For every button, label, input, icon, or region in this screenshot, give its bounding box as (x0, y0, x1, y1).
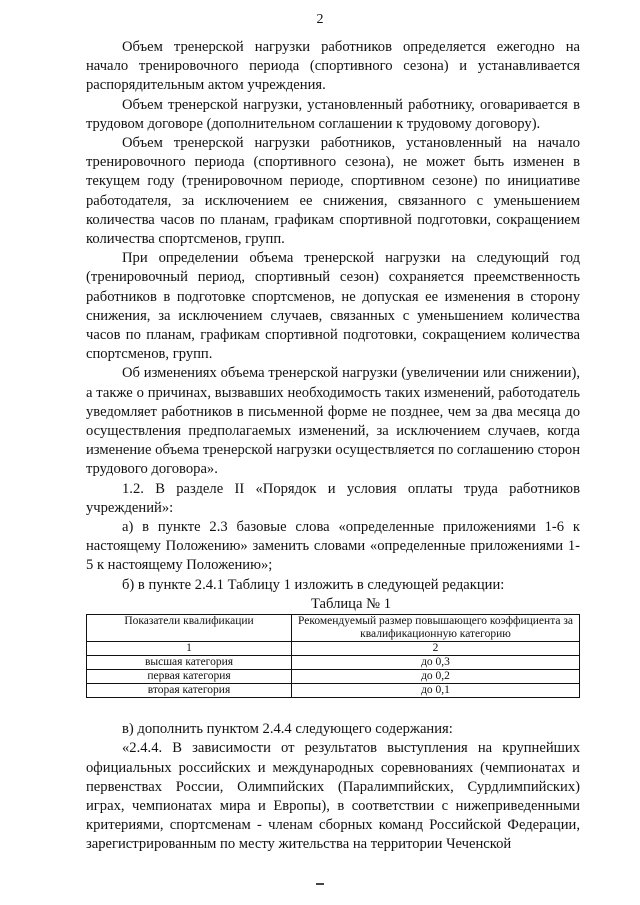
paragraph: 1.2. В разделе II «Порядок и условия оплаты труда работников учреждений»: (86, 480, 580, 516)
paragraph: а) в пункте 2.3 базовые слова «определенные приложениями 1-6 к настоящему Положению» заменить словами «определенные приложениями 1-5 к настоящему Положению»; (86, 519, 580, 574)
paragraph: Объем тренерской нагрузки работников определяется ежегодно на начало тренировочного периода (спортивного сезона) и устанавливается распорядительным актом учреждения. (86, 39, 580, 94)
table-cell: высшая категория (87, 656, 292, 670)
table-cell: вторая категория (87, 684, 292, 698)
table-cell: первая категория (87, 670, 292, 684)
paragraph: Об изменениях объема тренерской нагрузки (увеличении или снижении), а также о причинах, вызвавших необходимость таких изменений, работодатель уведомляет работников в письменной форме не позднее, чем за два месяца до осуществления предполагаемых изменений, за исключением случаев, когда изменение объема тренерской нагрузки осуществляется по соглашению сторон трудового договора». (86, 365, 580, 478)
page-number: 2 (316, 12, 324, 27)
document-body (86, 38, 580, 855)
table-header-cell: Показатели квалификации (87, 615, 292, 642)
table-cell: до 0,1 (292, 684, 580, 698)
table-row (87, 684, 580, 698)
paragraph: Объем тренерской нагрузки работников, установленный на начало тренировочного периода (спортивного сезона), не может быть изменен в текущем году (тренировочном периоде, спортивном сезоне) по инициативе работодателя, за исключением ее снижения, связанного с уменьшением количества часов по планам, графикам спортивной подготовки, сокращением количества спортсменов, групп. (86, 135, 580, 248)
table-row (87, 670, 580, 684)
table-header-cell: Рекомендуемый размер повышающего коэффициента за квалификационную категорию (292, 615, 580, 642)
table-cell: 2 (292, 642, 580, 656)
scan-mark (316, 883, 324, 885)
paragraph: б) в пункте 2.4.1 Таблицу 1 изложить в следующей редакции: (122, 576, 505, 593)
table-cell: 1 (87, 642, 292, 656)
paragraph: «2.4.4. В зависимости от результатов выступления на крупнейших официальных российских и международных соревнованиях (чемпионатах и первенствах России, Олимпийских (Паралимпийских, Сурдлимпийских) играх, чемпионатах мира и Европы), в соответствии с нижеприведенными критериями, спортсменам - членам сборных команд Российской Федерации, зарегистрированным по месту жительства на территории Чеченской (86, 740, 580, 853)
table-caption: Таблица № 1 (311, 595, 391, 612)
table-numbering-row (87, 642, 580, 656)
paragraph: Объем тренерской нагрузки, установленный работнику, оговаривается в трудовом договоре (дополнительном соглашении к трудовому договору). (86, 96, 580, 132)
table-cell: до 0,2 (292, 670, 580, 684)
qualification-table (86, 614, 580, 698)
paragraph: При определении объема тренерской нагрузки на следующий год (тренировочный период, спортивный сезон) сохраняется преемственность работников в подготовке спортсменов, не допуская ее изменения в сторону снижения, за исключением случаев, связанных с уменьшением количества часов по планам, графикам спортивной подготовки, сокращением количества спортсменов, групп. (86, 250, 580, 363)
table-cell: до 0,3 (292, 656, 580, 670)
table-header-row (87, 615, 580, 642)
paragraph: в) дополнить пунктом 2.4.4 следующего содержания: (122, 721, 453, 738)
table-row (87, 656, 580, 670)
